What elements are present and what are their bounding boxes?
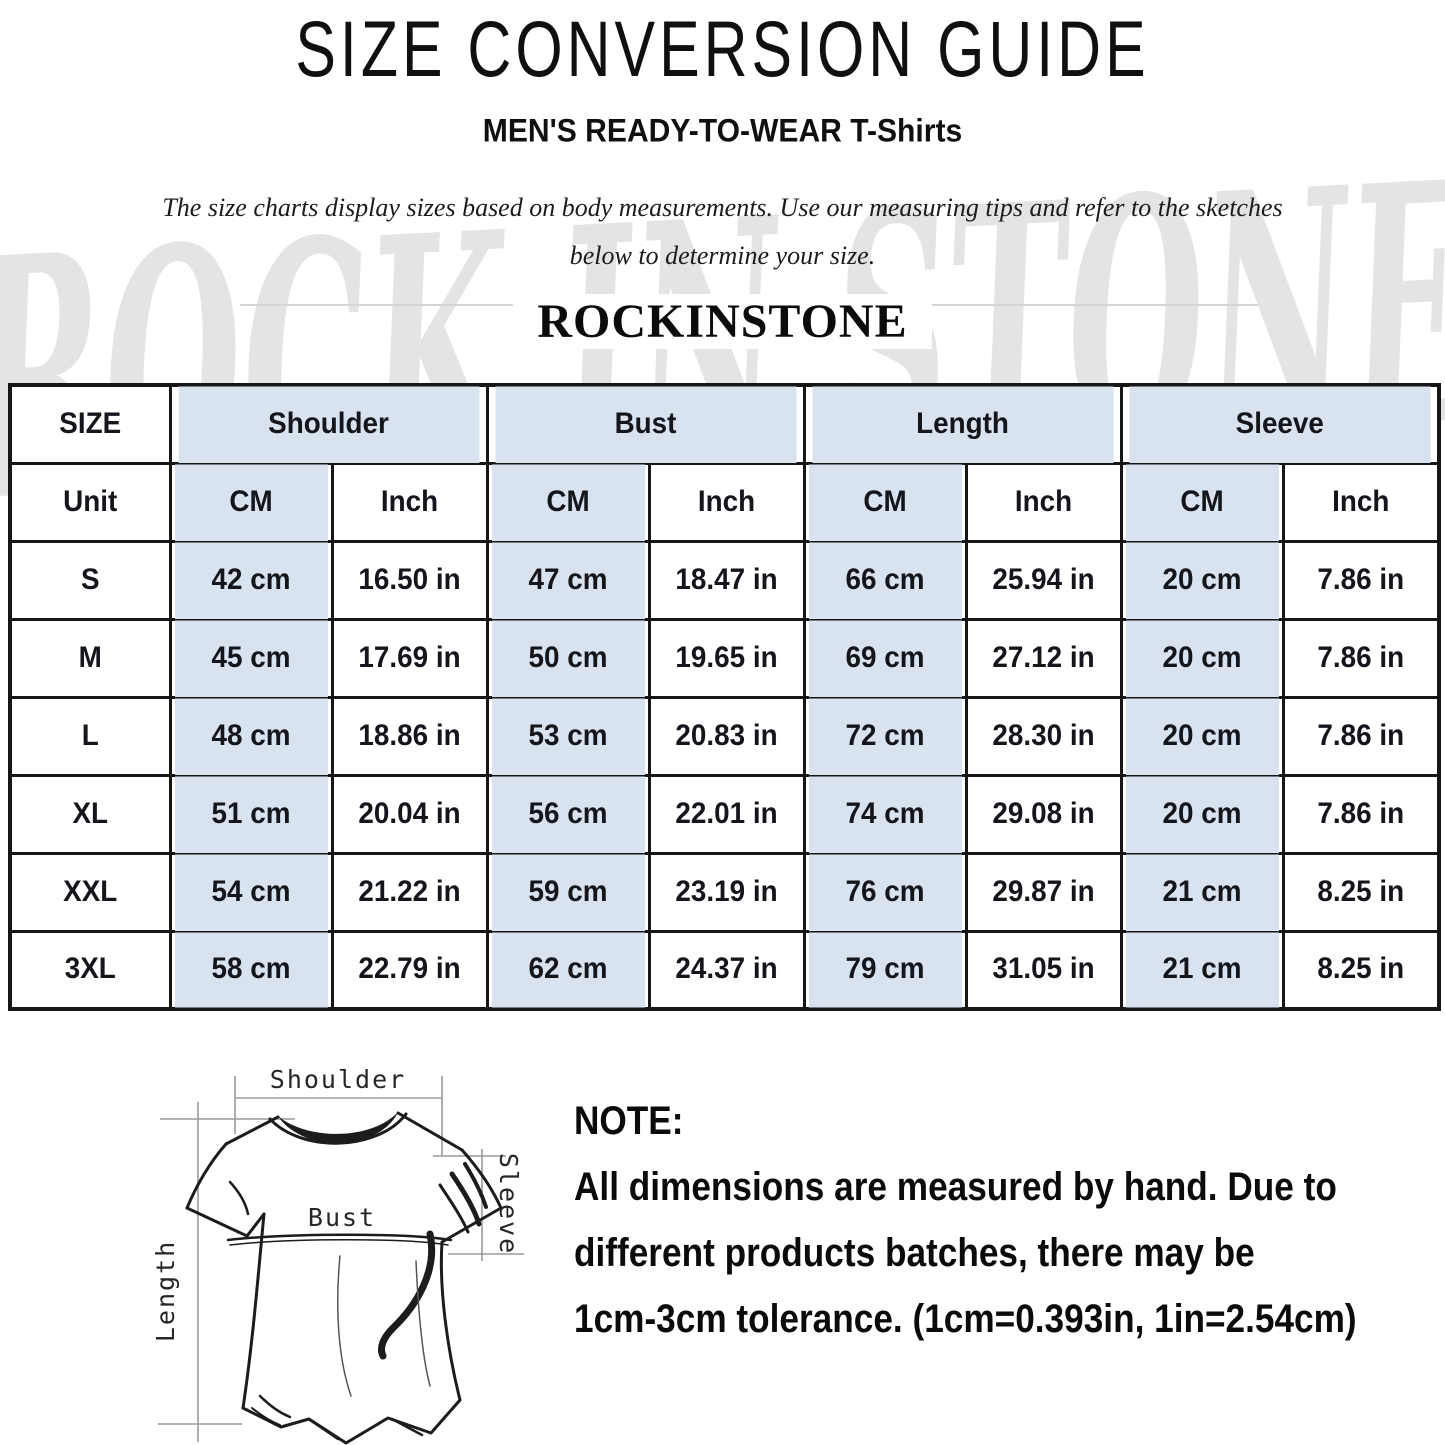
measurement-cell: 22.01 in bbox=[652, 774, 801, 854]
measurement-cell: 21 cm bbox=[1124, 852, 1280, 932]
table-row bbox=[10, 541, 1439, 619]
page-subtitle: MEN'S READY-TO-WEAR T-Shirts bbox=[482, 112, 963, 150]
unit-cell: Inch bbox=[335, 462, 484, 542]
description-line-1: The size charts display sizes based on body measurements. Use our measuring tips and refer to the sketches bbox=[162, 193, 1283, 222]
note-line: All dimensions are measured by hand. Due to bbox=[574, 1165, 1337, 1209]
measurement-cell: 20 cm bbox=[1124, 774, 1280, 854]
measurement-cell: 69 cm bbox=[807, 618, 963, 698]
group-header-shoulder: Shoulder bbox=[176, 384, 480, 464]
measurement-cell: 72 cm bbox=[807, 696, 963, 776]
measurement-cell: 8.25 in bbox=[1286, 852, 1436, 932]
note-block bbox=[574, 1088, 1366, 1352]
measurement-cell: 8.25 in bbox=[1286, 930, 1436, 1010]
measurement-cell: 58 cm bbox=[173, 930, 329, 1010]
size-conversion-table bbox=[8, 383, 1441, 1011]
note-line: different products batches, there may be bbox=[574, 1231, 1255, 1275]
size-cell: XL bbox=[13, 774, 167, 854]
measurement-cell: 29.08 in bbox=[969, 774, 1118, 854]
brand-name bbox=[0, 294, 1445, 349]
measurement-cell: 47 cm bbox=[490, 540, 646, 620]
diagram-label-length: Length bbox=[151, 1239, 180, 1343]
measurement-cell: 22.79 in bbox=[335, 930, 484, 1010]
unit-row bbox=[10, 463, 1439, 541]
diagram-label-shoulder: Shoulder bbox=[269, 1065, 407, 1094]
size-cell: XXL bbox=[13, 852, 167, 932]
unit-cell: CM bbox=[807, 462, 963, 542]
collar-shape bbox=[278, 1112, 398, 1144]
size-cell: S bbox=[13, 540, 167, 620]
measurement-cell: 20.04 in bbox=[335, 774, 484, 854]
measurement-cell: 28.30 in bbox=[969, 696, 1118, 776]
measurement-cell: 17.69 in bbox=[335, 618, 484, 698]
measurement-cell: 7.86 in bbox=[1286, 540, 1436, 620]
table-header-row bbox=[10, 385, 1439, 463]
measurement-cell: 66 cm bbox=[807, 540, 963, 620]
group-header-length: Length bbox=[810, 384, 1114, 464]
unit-cell: Inch bbox=[1286, 462, 1436, 542]
diagram-label-bust: Bust bbox=[307, 1203, 377, 1232]
measurement-lines bbox=[158, 1076, 524, 1442]
measurement-cell: 59 cm bbox=[490, 852, 646, 932]
measurement-cell: 79 cm bbox=[807, 930, 963, 1010]
group-header-sleeve: Sleeve bbox=[1127, 384, 1432, 464]
unit-cell: CM bbox=[1124, 462, 1280, 542]
measurement-cell: 56 cm bbox=[490, 774, 646, 854]
measurement-cell: 42 cm bbox=[173, 540, 329, 620]
tshirt-outline bbox=[187, 1113, 501, 1443]
description-line-2: below to determine your size. bbox=[569, 241, 876, 270]
unit-cell: Inch bbox=[969, 462, 1118, 542]
unit-cell: CM bbox=[490, 462, 646, 542]
measurement-cell: 27.12 in bbox=[969, 618, 1118, 698]
measurement-cell: 74 cm bbox=[807, 774, 963, 854]
measurement-cell: 29.87 in bbox=[969, 852, 1118, 932]
note-line: 1cm-3cm tolerance. (1cm=0.393in, 1in=2.54cm) bbox=[574, 1297, 1357, 1341]
measurement-cell: 18.47 in bbox=[652, 540, 801, 620]
note-heading: NOTE: bbox=[574, 1099, 684, 1143]
size-cell: 3XL bbox=[13, 930, 167, 1010]
table-row bbox=[10, 619, 1439, 697]
measurement-cell: 16.50 in bbox=[335, 540, 484, 620]
table-row bbox=[10, 931, 1439, 1009]
measurement-cell: 19.65 in bbox=[652, 618, 801, 698]
measurement-cell: 20 cm bbox=[1124, 618, 1280, 698]
measurement-cell: 20 cm bbox=[1124, 540, 1280, 620]
unit-label-cell: Unit bbox=[13, 462, 167, 542]
table-row bbox=[10, 697, 1439, 775]
size-cell: L bbox=[13, 696, 167, 776]
measurement-cell: 18.86 in bbox=[335, 696, 484, 776]
measurement-cell: 23.19 in bbox=[652, 852, 801, 932]
measurement-cell: 31.05 in bbox=[969, 930, 1118, 1010]
tshirt-diagram bbox=[130, 1056, 555, 1445]
group-header-bust: Bust bbox=[493, 384, 797, 464]
measurement-cell: 62 cm bbox=[490, 930, 646, 1010]
measurement-cell: 53 cm bbox=[490, 696, 646, 776]
measurement-cell: 76 cm bbox=[807, 852, 963, 932]
measurement-cell: 7.86 in bbox=[1286, 696, 1436, 776]
measurement-cell: 25.94 in bbox=[969, 540, 1118, 620]
table-row bbox=[10, 853, 1439, 931]
measurement-cell: 48 cm bbox=[173, 696, 329, 776]
brand-name-text: ROCKINSTONE bbox=[513, 294, 931, 349]
measurement-cell: 50 cm bbox=[490, 618, 646, 698]
measurement-cell: 45 cm bbox=[173, 618, 329, 698]
corner-size-header: SIZE bbox=[13, 384, 167, 464]
measurement-cell: 20.83 in bbox=[652, 696, 801, 776]
unit-cell: CM bbox=[173, 462, 329, 542]
measurement-cell: 21 cm bbox=[1124, 930, 1280, 1010]
size-cell: M bbox=[13, 618, 167, 698]
page-title: SIZE CONVERSION GUIDE bbox=[295, 5, 1150, 94]
diagram-label-sleeve: Sleeve bbox=[494, 1152, 523, 1256]
measurement-cell: 7.86 in bbox=[1286, 774, 1436, 854]
measurement-cell: 24.37 in bbox=[652, 930, 801, 1010]
description-text bbox=[0, 184, 1445, 280]
measurement-cell: 20 cm bbox=[1124, 696, 1280, 776]
table-row bbox=[10, 775, 1439, 853]
unit-cell: Inch bbox=[652, 462, 801, 542]
measurement-cell: 21.22 in bbox=[335, 852, 484, 932]
measurement-cell: 7.86 in bbox=[1286, 618, 1436, 698]
measurement-cell: 51 cm bbox=[173, 774, 329, 854]
measurement-cell: 54 cm bbox=[173, 852, 329, 932]
